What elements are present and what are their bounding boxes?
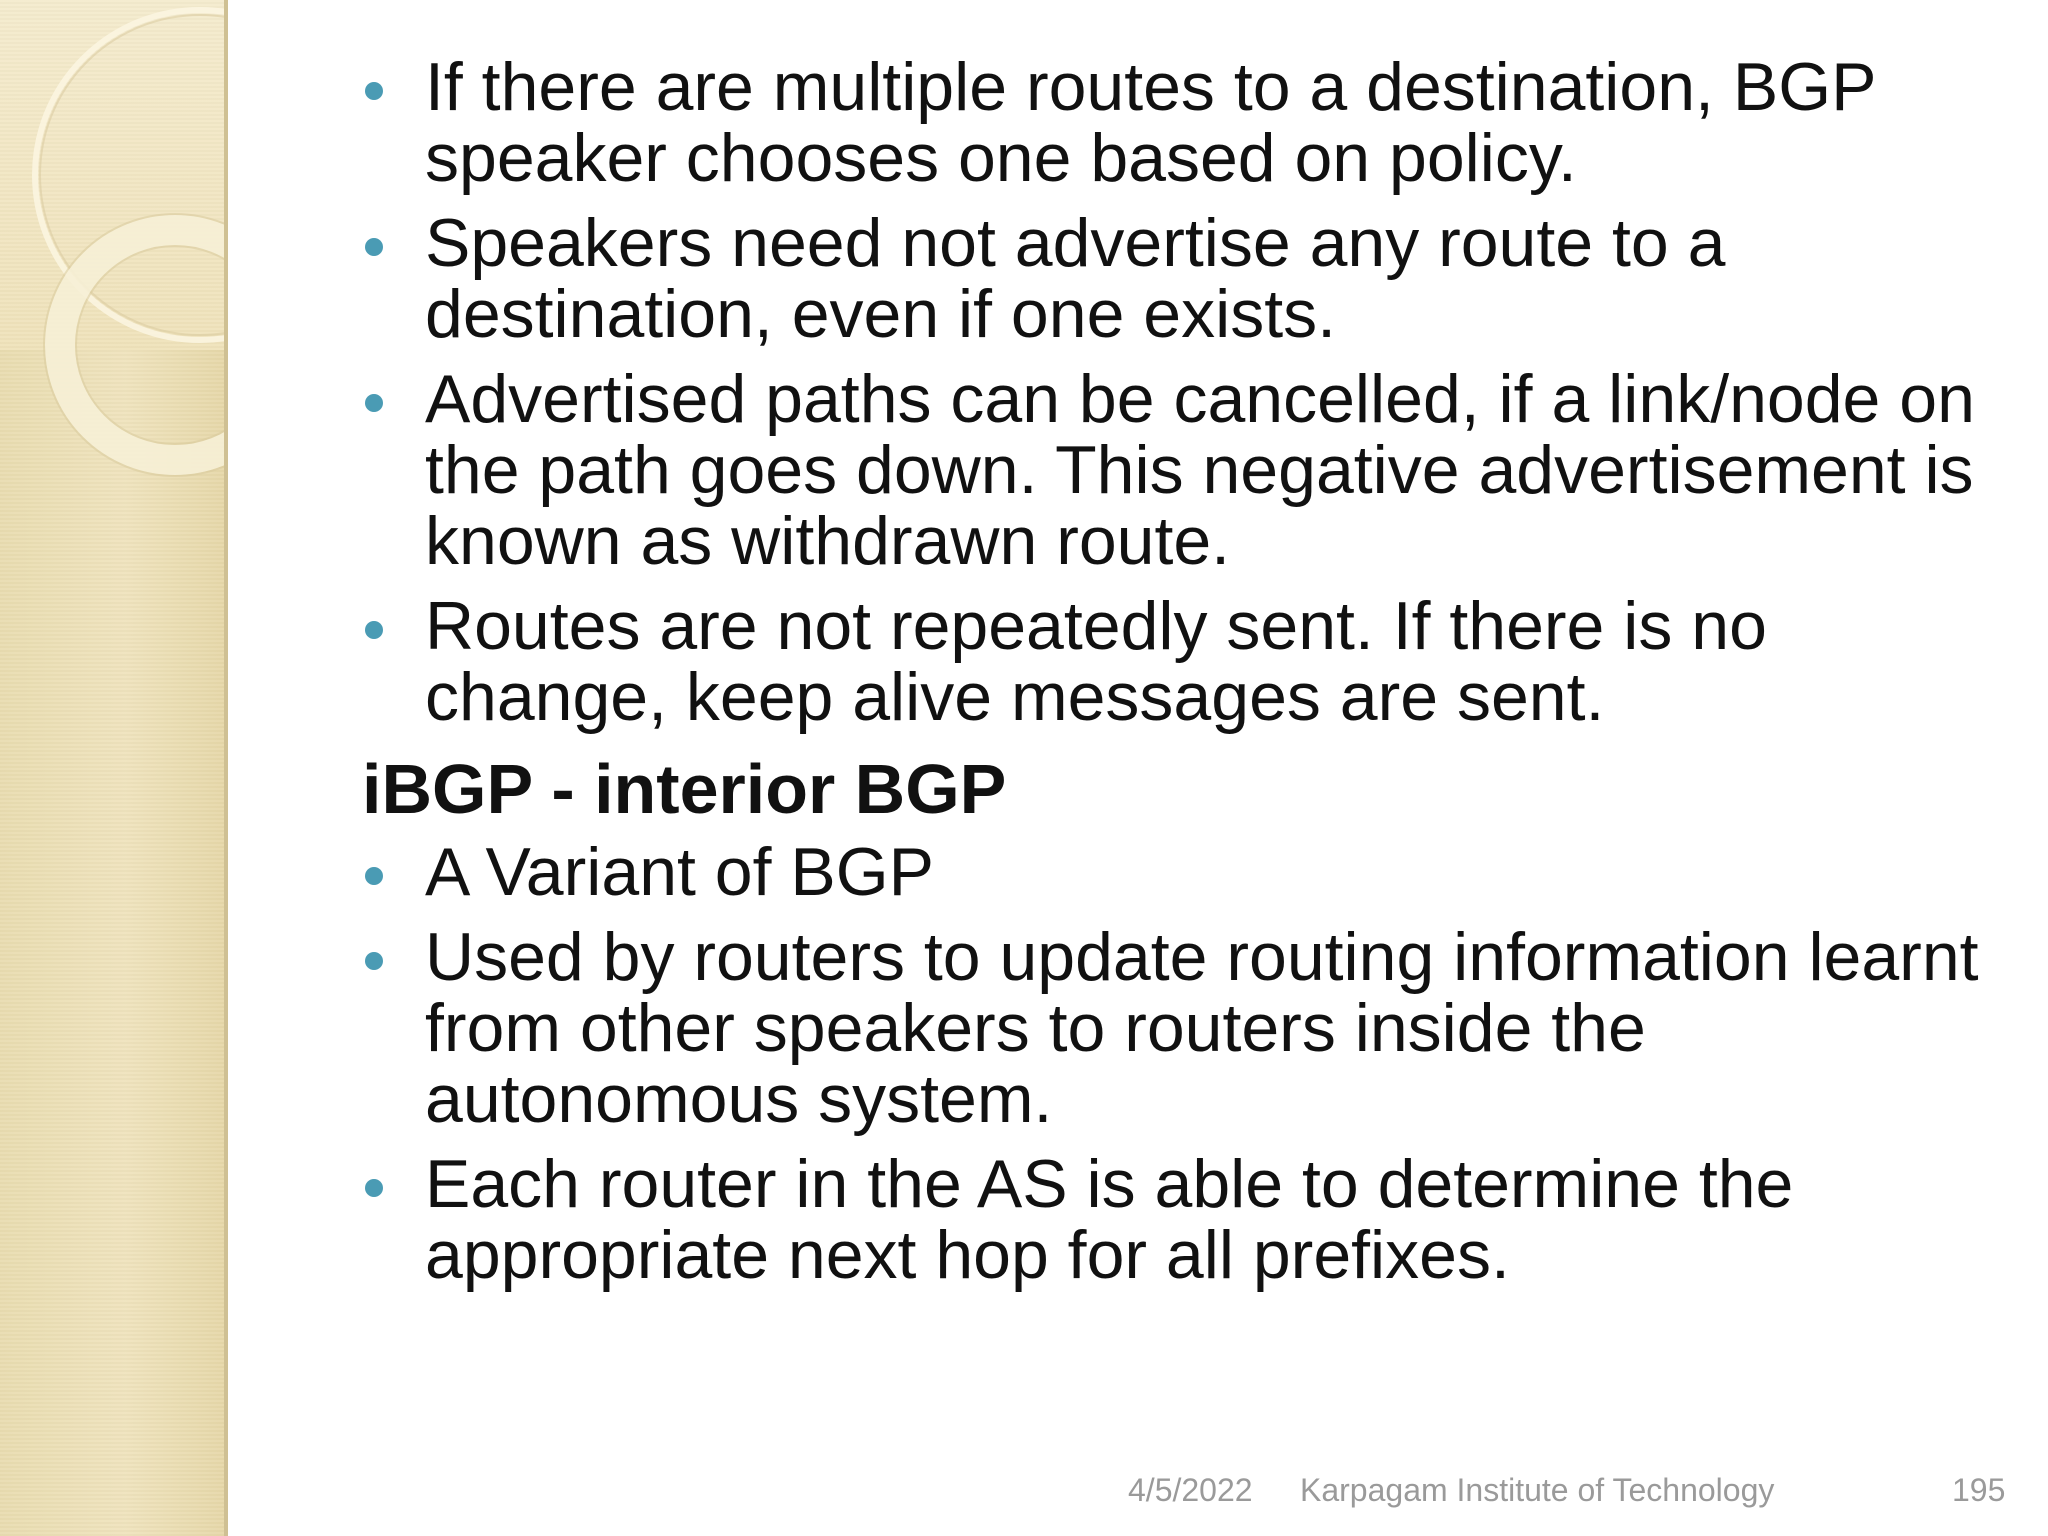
bullet-item [355, 361, 1995, 579]
side-panel-edge [224, 0, 228, 1536]
bullet-dot-icon [365, 621, 383, 639]
footer-date: 4/5/2022 [1128, 1472, 1253, 1508]
bullet-text: A Variant of BGP [425, 834, 935, 910]
bullet-item [355, 834, 1995, 910]
bullet-text: If there are multiple routes to a destination, BGP speaker chooses one based on policy. [425, 49, 1876, 196]
bullet-item [355, 919, 1995, 1137]
bullet-item [355, 1146, 1995, 1293]
bullet-text: Speakers need not advertise any route to a destination, even if one exists. [425, 205, 1726, 352]
bullet-text: Routes are not repeatedly sent. If there is no change, keep alive messages are sent. [425, 588, 1767, 735]
bullet-text: Used by routers to update routing information learnt from other speakers to routers inside the autonomous system. [425, 919, 1979, 1137]
bullet-item [355, 49, 1995, 196]
bullet-dot-icon [365, 82, 383, 100]
bullet-dot-icon [365, 394, 383, 412]
bullet-dot-icon [365, 952, 383, 970]
footer-page-number: 195 [1952, 1472, 2006, 1508]
footer-organization: Karpagam Institute of Technology [1300, 1472, 1775, 1508]
bullet-text: Advertised paths can be cancelled, if a link/node on the path goes down. This negative advertisement is known as withdrawn route. [425, 361, 1975, 579]
decorative-rings-graphic [0, 0, 228, 520]
bullet-dot-icon [365, 1179, 383, 1197]
slide-content [355, 49, 1995, 1305]
bullet-text: Each router in the AS is able to determine the appropriate next hop for all prefixes. [425, 1146, 1794, 1293]
bullet-item [355, 588, 1995, 735]
section-heading: iBGP - interior BGP [362, 750, 1007, 828]
thick-ring [60, 230, 228, 460]
bullet-item [355, 205, 1995, 352]
bullet-dot-icon [365, 238, 383, 256]
bullet-dot-icon [365, 867, 383, 885]
decorative-side-panel [0, 0, 228, 1536]
